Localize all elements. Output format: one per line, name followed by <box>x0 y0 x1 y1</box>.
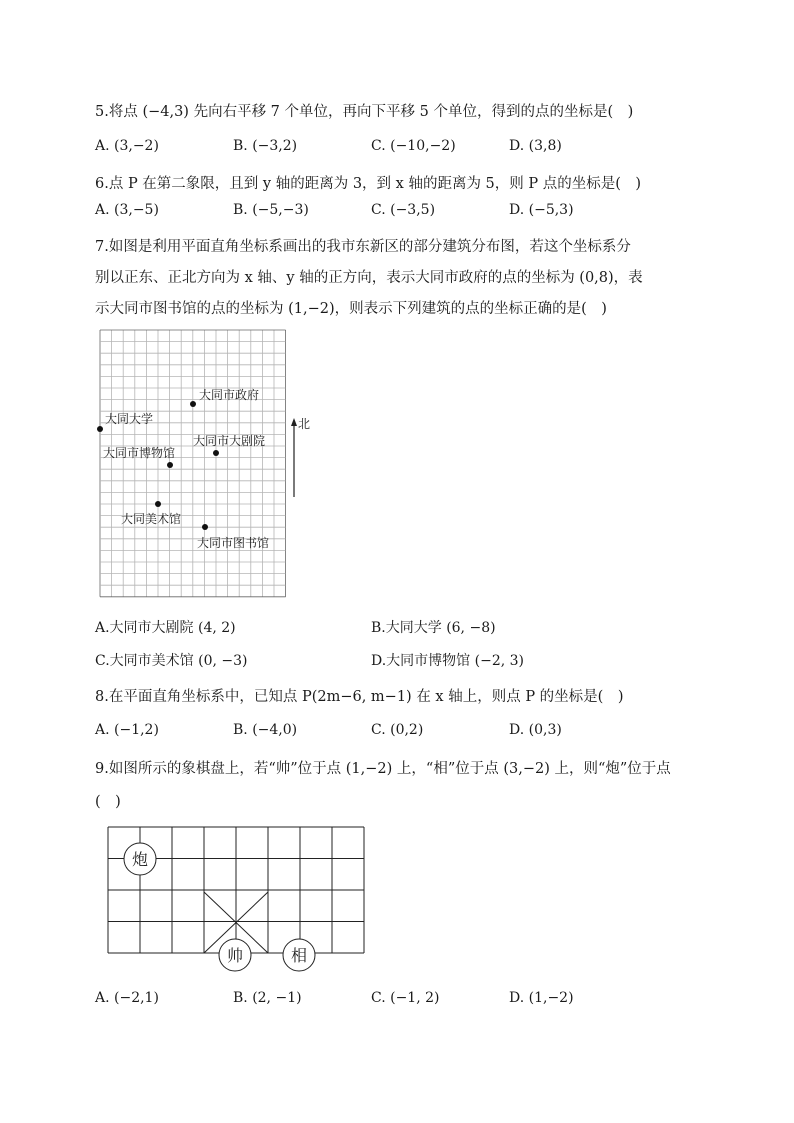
building-label-theater: 大同市大剧院 <box>193 434 266 448</box>
q6-stem: 6.点 P 在第二象限，且到 y 轴的距离为 3，到 x 轴的距离为 5，则 P 点的坐标是( ) <box>95 176 642 192</box>
building-map-figure <box>95 325 325 607</box>
north-arrow <box>291 417 310 497</box>
q6-option-d: D. (−5,3) <box>509 202 574 218</box>
q7-option-b: B.大同大学 (6, −8) <box>371 620 496 636</box>
q9-option-d: D. (1,−2) <box>509 990 574 1006</box>
q6-option-b: B. (−5,−3) <box>233 202 309 218</box>
pao-piece <box>124 843 156 875</box>
shuai-piece <box>219 939 251 971</box>
q7-stem-line-2: 别以正东、正北方向为 x 轴、y 轴的正方向，表示大同市政府的点的坐标为 (0,8)，表 <box>95 270 643 286</box>
chess-board-figure <box>95 820 375 980</box>
north-label: 北 <box>298 417 311 431</box>
map-grid <box>100 330 286 597</box>
q5-option-a: A. (3,−2) <box>95 138 159 154</box>
building-label-government: 大同市政府 <box>199 388 260 402</box>
xiang-label: 相 <box>290 946 308 965</box>
q7-option-d: D.大同市博物馆 (−2, 3) <box>371 653 524 669</box>
building-point-library <box>197 524 269 550</box>
building-label-art-gallery: 大同美术馆 <box>121 512 182 526</box>
q5-stem: 5.将点 (−4,3) 先向右平移 7 个单位，再向下平移 5 个单位，得到的点的坐标是( ) <box>95 104 634 120</box>
q9-option-c: C. (−1, 2) <box>371 990 440 1006</box>
q6-option-c: C. (−3,5) <box>371 202 436 218</box>
q7-option-c: C.大同市美术馆 (0, −3) <box>95 653 248 669</box>
q6-option-a: A. (3,−5) <box>95 202 159 218</box>
q5-option-b: B. (−3,2) <box>233 138 298 154</box>
q9-option-b: B. (2, −1) <box>233 990 302 1006</box>
q7-stem-line-3: 示大同市图书馆的点的坐标为 (1,−2)，则表示下列建筑的点的坐标正确的是( ) <box>95 301 607 317</box>
q8-option-c: C. (0,2) <box>371 722 424 738</box>
building-point-art-gallery <box>121 501 181 526</box>
q8-option-d: D. (0,3) <box>509 722 562 738</box>
building-label-library: 大同市图书馆 <box>197 536 270 550</box>
q9-stem-line-1: 9.如图所示的象棋盘上，若“帅”位于点 (1,−2) 上，“相”位于点 (3,−2) 上，则“炮”位于点 <box>95 761 671 777</box>
building-point-government <box>190 387 259 407</box>
xiang-piece <box>283 939 315 971</box>
shuai-label: 帅 <box>226 946 244 965</box>
building-label-university: 大同大学 <box>105 412 154 426</box>
building-point-museum <box>103 445 175 468</box>
q7-option-a: A.大同市大剧院 (4, 2) <box>95 620 236 636</box>
q8-stem: 8.在平面直角坐标系中，已知点 P(2m−6, m−1) 在 x 轴上，则点 P 的坐标是( ) <box>95 689 624 705</box>
q9-stem-line-2: ( ) <box>95 794 121 810</box>
building-point-university <box>97 411 153 432</box>
q5-option-c: C. (−10,−2) <box>371 138 456 154</box>
building-point-theater <box>193 433 265 456</box>
q5-option-d: D. (3,8) <box>509 138 562 154</box>
q9-option-a: A. (−2,1) <box>95 990 159 1006</box>
building-label-museum: 大同市博物馆 <box>103 446 176 460</box>
q7-stem-line-1: 7.如图是利用平面直角坐标系画出的我市东新区的部分建筑分布图，若这个坐标系分 <box>95 239 631 255</box>
pao-label: 炮 <box>131 850 149 869</box>
q8-option-b: B. (−4,0) <box>233 722 298 738</box>
q8-option-a: A. (−1,2) <box>95 722 159 738</box>
